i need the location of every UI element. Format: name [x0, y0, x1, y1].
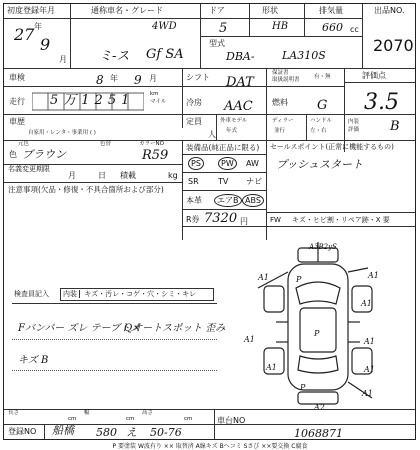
divider: [249, 4, 250, 36]
divider: [182, 172, 266, 173]
load-label: 積載: [120, 171, 136, 180]
note-line-3: キズ B: [18, 355, 49, 366]
interior-label: 内装: [348, 119, 360, 125]
auction-sheet: [3, 3, 416, 440]
notes-label: 注意事項(欠品・修復・不具合箇所および部分): [8, 185, 164, 194]
km-unit: km: [150, 91, 159, 97]
model-year-label: 年式: [226, 128, 238, 134]
history-label: 車歴: [9, 117, 25, 126]
dealer-label: ディラー: [272, 118, 294, 124]
first-reg-month: 9: [40, 35, 51, 54]
divider: [362, 4, 363, 68]
car-diagram: [238, 242, 398, 412]
name-change-label: 名義変更期限: [8, 165, 50, 173]
divider: [266, 212, 415, 213]
damage-mark: A1: [368, 271, 379, 280]
color-label: 色: [9, 150, 17, 159]
interior-eval-label: 評価: [348, 127, 360, 133]
interior-score: B: [390, 119, 400, 134]
inspector-label: 検査員記入: [14, 290, 49, 298]
damage-mark: A1: [244, 335, 255, 344]
displacement-value: 660: [322, 21, 343, 34]
inspection-year-mark: 年: [110, 74, 118, 83]
equip-aw: AW: [246, 159, 259, 168]
divider: [304, 4, 305, 36]
cooling-value: AAC: [224, 99, 253, 114]
cm-unit: cm: [126, 416, 135, 422]
original-color-label: 元色: [18, 141, 30, 147]
chassis-number: 1068871: [294, 427, 343, 440]
sales-point-label: セールスポイント(正常に機能するもの): [270, 143, 394, 151]
interior-check-label: 内装: [61, 290, 80, 298]
yen-unit: 円: [240, 217, 248, 226]
damage-mark: A1: [364, 365, 375, 374]
divider: [182, 226, 415, 227]
divider: [344, 82, 415, 83]
door-label: ドア: [209, 6, 225, 15]
drive-type: 4WD: [152, 21, 177, 32]
legend: P 要塗装 W波有り ×× 取替済 A線キズ Bヘコミ Sさび ××要交換 C腐食: [112, 443, 308, 450]
divider: [344, 114, 415, 115]
equip-tv: TV: [218, 177, 229, 186]
damage-mark: A1: [362, 389, 373, 398]
note-rule: [12, 370, 217, 371]
note-line-2: Qオートスポット 歪み: [124, 323, 226, 334]
score-value: 3.5: [364, 90, 399, 115]
capacity-unit: 人: [208, 130, 216, 139]
divider: [4, 409, 415, 410]
damage-mark: A1: [361, 299, 372, 308]
recycle-label: R券: [186, 215, 200, 224]
model-label: 型式: [209, 39, 225, 48]
equip-navi: ナビ: [246, 177, 262, 186]
cm-unit: cm: [184, 416, 193, 422]
damage-mark: A1: [258, 273, 269, 282]
score-label: 評価点: [362, 71, 386, 80]
sales-point-value: プッシュスタート: [276, 158, 364, 171]
damage-mark: A1: [266, 363, 277, 372]
cooling-label: 冷房: [186, 98, 202, 107]
equip-sr: SR: [188, 177, 199, 186]
height-label: 高さ: [142, 410, 154, 416]
divider: [216, 114, 217, 140]
paint-mark: P: [314, 329, 320, 338]
month-mark: 月: [59, 55, 67, 64]
equipment-label: 装備品(純正品に限る): [186, 143, 260, 152]
first-reg-label: 初度登録年月: [7, 6, 55, 15]
lot-label: 出品NO.: [374, 6, 405, 15]
reg-kana: え: [126, 426, 137, 439]
foreign-model-label: 外車モデル: [220, 118, 248, 124]
body-shape: HB: [272, 21, 289, 32]
divider: [182, 68, 183, 128]
change-month: 月: [68, 171, 76, 180]
divider: [70, 4, 71, 68]
warranty-yes-no: 有・無: [314, 74, 331, 80]
chassis-label: 車台NO: [217, 416, 246, 425]
kg-unit: kg: [168, 171, 178, 180]
divider: [182, 154, 266, 155]
paint-mark: P: [300, 383, 306, 392]
length-label: 長さ: [8, 410, 20, 416]
equip-abs: ABS: [242, 194, 264, 207]
car-name: ミ-ス: [99, 49, 130, 64]
name-grade-label: 通称車名・グレード: [91, 6, 163, 15]
inspection-year: 8: [96, 73, 104, 87]
fuel-label: 燃料: [272, 98, 288, 107]
fw-note: キズ・ヒビ割・リペア跡・X 要: [292, 216, 390, 224]
grade: Gf SA: [146, 47, 184, 62]
parallel-label: 並行: [274, 128, 286, 134]
color-value: ブラウン: [22, 148, 66, 161]
divider: [4, 86, 344, 87]
shift-label: シフト: [186, 73, 210, 82]
recycle-value: 7320: [204, 211, 238, 226]
fuel-value: G: [317, 98, 328, 113]
divider: [214, 409, 215, 439]
divider: [4, 18, 362, 19]
divider: [4, 182, 182, 183]
divider: [4, 68, 415, 69]
reg-number: 50-76: [150, 426, 182, 439]
damage-mark: A1: [364, 337, 375, 346]
steering-label: ハンドル: [310, 118, 333, 124]
divider: [12, 303, 217, 304]
inspection-month-mark: 月: [149, 74, 157, 83]
model-number: LA310S: [282, 49, 326, 62]
manual-label: 取扱説明書: [272, 77, 300, 83]
model-code: DBA-: [226, 50, 255, 63]
mileage-value: 5万1251: [50, 93, 135, 108]
interior-check-items: キズ・汚レ・コゲ・穴・シミ・キレ: [84, 290, 197, 298]
cc-unit: cc: [350, 25, 359, 34]
divider: [182, 209, 266, 210]
divider: [266, 114, 267, 140]
divider: [266, 140, 267, 240]
door-count: 5: [219, 21, 228, 36]
paint-mark: P: [296, 275, 302, 284]
fw-label: FW: [270, 216, 281, 224]
divider: [44, 424, 45, 439]
history-note: 自家用・レンタ・事業用 ( ): [28, 130, 96, 136]
lot-number: 2070: [373, 36, 414, 55]
color-no-label: カラーNO: [139, 141, 164, 147]
color-no-value: R59: [142, 148, 169, 163]
divider: [200, 36, 362, 37]
equip-pw: PW: [218, 157, 237, 170]
shape-label: 形状: [262, 6, 278, 15]
registration-label: 登録NO: [8, 427, 37, 436]
inspection-month: 9: [134, 73, 142, 87]
year-mark: 年: [34, 22, 42, 31]
divider: [4, 140, 415, 141]
reg-place: 船橋: [52, 424, 74, 437]
mileage-label: 走行: [9, 97, 25, 106]
divider: [306, 114, 307, 140]
change-day: 日: [98, 171, 106, 180]
steering-side: 左・右: [310, 128, 327, 134]
interior-check-box: [60, 288, 214, 301]
color-change-label: 色替: [100, 141, 112, 147]
note-line-1: Fバンパー ズレ テーブトメ: [18, 323, 140, 334]
equip-leather: 本革: [186, 196, 202, 205]
damage-mark: A2: [314, 403, 325, 412]
equip-ps: PS: [188, 157, 204, 170]
warranty-label: 保証書: [272, 70, 289, 76]
note-rule: [12, 339, 217, 340]
equip-airbag: エアB: [214, 194, 242, 207]
first-reg-year: 27: [14, 25, 35, 44]
inspection-label: 車検: [9, 73, 25, 82]
divider: [4, 114, 344, 115]
reg-class: 580: [96, 426, 117, 439]
displacement-label: 排気量: [319, 6, 343, 15]
capacity-label: 定員: [186, 117, 202, 126]
shift-value: DAT: [226, 75, 254, 90]
cm-unit: cm: [68, 416, 77, 422]
divider: [182, 190, 266, 191]
width-label: 幅: [84, 410, 90, 416]
diagram-top-label: A3B2yS: [309, 243, 337, 251]
mile-unit: マイル: [150, 99, 167, 105]
